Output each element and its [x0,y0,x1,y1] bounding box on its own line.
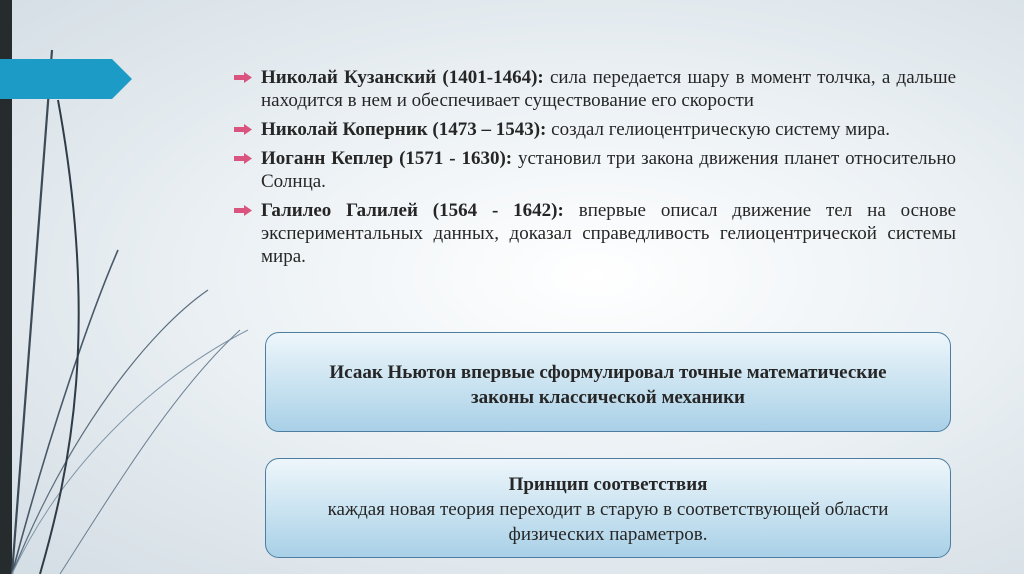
bullet-item-galileo [234,199,956,268]
principle-line-2: физических параметров. [508,524,708,545]
scientist-name: Николай Кузанский (1401-1464): [261,67,544,88]
bullet-arrow-icon [234,72,252,83]
bullet-item-kepler [234,147,956,193]
bullet-arrow-icon [234,205,252,216]
principle-line-1: каждая новая теория переходит в старую в соответствующей области [327,499,889,520]
principle-heading: Принцип соответствия [508,474,708,495]
scientist-contribution: установил три закона движения планет относительно Солнца. [261,148,957,192]
newton-line-1: Исаак Ньютон впервые сформулировал точные математические [329,362,887,383]
bullet-arrow-icon [234,153,252,164]
bullet-arrow-icon [234,124,252,135]
scientist-contribution: впервые описал движение тел на основе экспериментальных данных, доказал справедливость гелиоцентрической системы мира. [261,200,956,267]
bullet-item-kuzansky [234,66,956,112]
bullet-item-copernicus [234,118,956,141]
newton-callout-box [265,332,951,432]
scientist-name: Иоганн Кеплер (1571 - 1630): [261,148,513,169]
newton-line-2: законы классической механики [470,387,746,408]
correspondence-principle-box [265,458,951,558]
accent-arrow-tab [0,59,134,99]
scientist-name: Николай Коперник (1473 – 1543): [261,119,547,140]
scientist-name: Галилео Галилей (1564 - 1642): [261,200,564,221]
scientist-contribution: сила передается шару в момент толчка, а дальше находится в нем и обеспечивает существование его скорости [261,67,957,111]
bullet-list [234,66,956,274]
scientist-contribution: создал гелиоцентрическую систему мира. [546,119,891,140]
